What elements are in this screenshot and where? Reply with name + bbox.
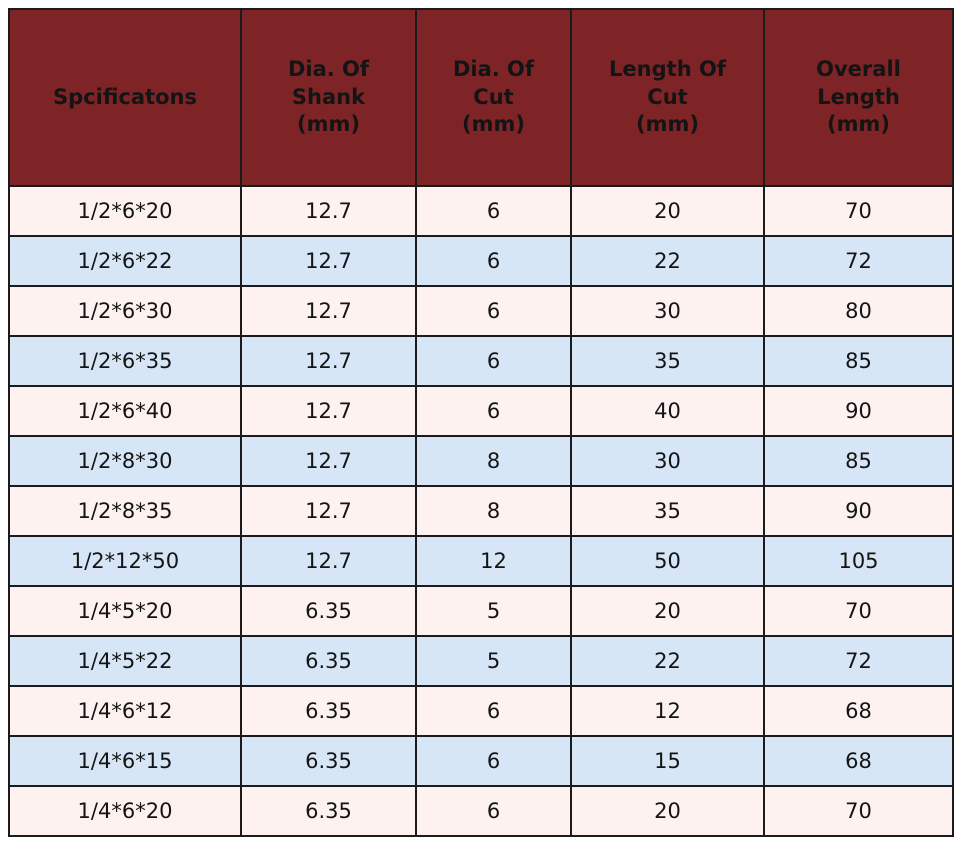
cell-overall-length: 90 [764,386,953,436]
cell-overall-length: 70 [764,186,953,236]
table-row [9,636,953,686]
cell-length-of-cut: 12 [571,686,764,736]
cell-dia-of-cut: 5 [416,636,571,686]
column-header-line1: Dia. Of [452,56,535,81]
cell-dia-of-shank: 6.35 [241,636,416,686]
table-row [9,536,953,586]
cell-length-of-cut: 30 [571,436,764,486]
cell-dia-of-shank: 12.7 [241,286,416,336]
cell-length-of-cut: 35 [571,336,764,386]
table-row [9,386,953,436]
cell-overall-length: 105 [764,536,953,586]
cell-specification: 1/2*6*20 [9,186,241,236]
column-header-length-of-cut [571,9,764,186]
cell-dia-of-cut: 6 [416,236,571,286]
cell-length-of-cut: 22 [571,636,764,686]
table-row [9,236,953,286]
cell-dia-of-cut: 6 [416,186,571,236]
cell-length-of-cut: 22 [571,236,764,286]
cell-overall-length: 85 [764,336,953,386]
cell-dia-of-shank: 6.35 [241,686,416,736]
cell-dia-of-shank: 12.7 [241,386,416,436]
cell-dia-of-shank: 6.35 [241,586,416,636]
cell-specification: 1/4*6*12 [9,686,241,736]
cell-specification: 1/2*8*35 [9,486,241,536]
column-header-unit: (mm) [827,112,890,137]
cell-dia-of-cut: 5 [416,586,571,636]
table-header-row [9,9,953,186]
cell-overall-length: 72 [764,236,953,286]
cell-specification: 1/2*6*30 [9,286,241,336]
table-row [9,486,953,536]
cell-dia-of-cut: 6 [416,386,571,436]
cell-length-of-cut: 35 [571,486,764,536]
cell-specification: 1/2*6*35 [9,336,241,386]
cell-dia-of-shank: 12.7 [241,536,416,586]
specification-table [8,8,954,837]
cell-dia-of-cut: 6 [416,286,571,336]
cell-dia-of-cut: 6 [416,736,571,786]
cell-dia-of-cut: 8 [416,486,571,536]
table-row [9,786,953,836]
cell-overall-length: 85 [764,436,953,486]
column-header-line1: Dia. Of [287,56,370,81]
cell-dia-of-cut: 8 [416,436,571,486]
cell-dia-of-shank: 6.35 [241,736,416,786]
cell-dia-of-cut: 6 [416,786,571,836]
cell-length-of-cut: 50 [571,536,764,586]
cell-dia-of-shank: 6.35 [241,786,416,836]
cell-dia-of-shank: 12.7 [241,186,416,236]
table-row [9,686,953,736]
cell-overall-length: 72 [764,636,953,686]
cell-overall-length: 68 [764,686,953,736]
column-header-line2: Cut [473,84,514,109]
table-row [9,336,953,386]
cell-specification: 1/4*5*20 [9,586,241,636]
column-header-unit: (mm) [462,112,525,137]
cell-overall-length: 90 [764,486,953,536]
table-body [9,186,953,836]
cell-length-of-cut: 20 [571,186,764,236]
cell-dia-of-shank: 12.7 [241,236,416,286]
cell-overall-length: 80 [764,286,953,336]
cell-specification: 1/4*6*20 [9,786,241,836]
table-header [9,9,953,186]
cell-specification: 1/2*12*50 [9,536,241,586]
cell-length-of-cut: 30 [571,286,764,336]
column-header-unit: (mm) [636,112,699,137]
column-header-line1: Overall [816,56,901,81]
cell-specification: 1/4*6*15 [9,736,241,786]
cell-dia-of-cut: 12 [416,536,571,586]
table-row [9,736,953,786]
table-row [9,286,953,336]
cell-specification: 1/4*5*22 [9,636,241,686]
cell-specification: 1/2*6*40 [9,386,241,436]
cell-length-of-cut: 20 [571,586,764,636]
column-header-unit: (mm) [297,112,360,137]
cell-overall-length: 68 [764,736,953,786]
cell-specification: 1/2*8*30 [9,436,241,486]
cell-length-of-cut: 40 [571,386,764,436]
column-header-line2: Shank [291,84,366,109]
cell-length-of-cut: 20 [571,786,764,836]
cell-length-of-cut: 15 [571,736,764,786]
table-row [9,586,953,636]
cell-specification: 1/2*6*22 [9,236,241,286]
cell-overall-length: 70 [764,586,953,636]
column-header-dia-of-shank [241,9,416,186]
column-header-line2: Length [817,84,900,109]
column-header-line1: Length Of [609,56,726,81]
cell-dia-of-shank: 12.7 [241,336,416,386]
column-header-line1: Spcificatons [53,84,197,109]
cell-dia-of-cut: 6 [416,686,571,736]
cell-dia-of-shank: 12.7 [241,436,416,486]
table-row [9,436,953,486]
cell-dia-of-cut: 6 [416,336,571,386]
column-header-dia-of-cut [416,9,571,186]
column-header-line2: Cut [647,84,688,109]
cell-overall-length: 70 [764,786,953,836]
cell-dia-of-shank: 12.7 [241,486,416,536]
column-header-specifications [9,9,241,186]
column-header-overall-length [764,9,953,186]
table-row [9,186,953,236]
